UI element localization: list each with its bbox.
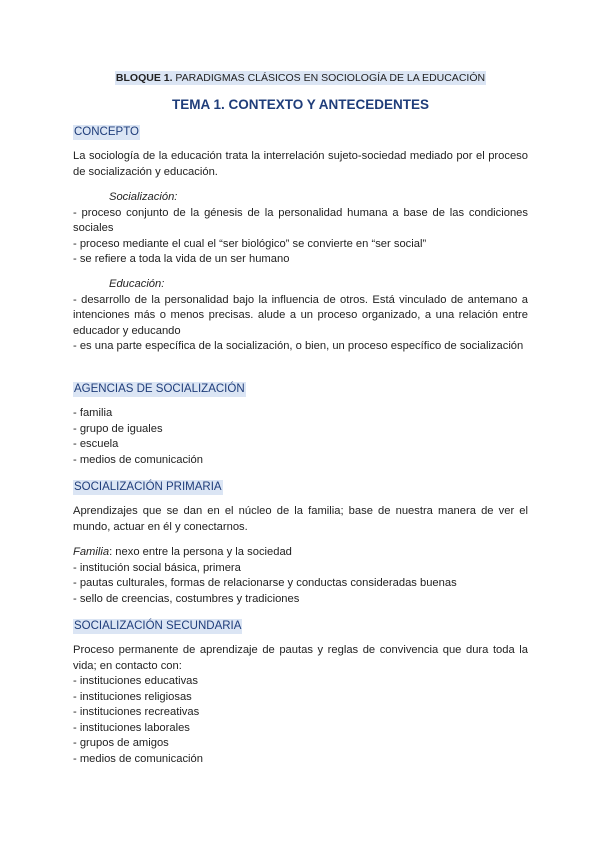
familia-item: - sello de creencias, costumbres y tradiciones (73, 592, 300, 605)
document-page (73, 0, 528, 848)
educacion-block (73, 277, 528, 355)
concepto-intro: La sociología de la educación trata la interrelación sujeto-sociedad mediado por el proceso de socialización y educación. (73, 150, 528, 178)
primaria-intro: Aprendizajes que se dan en el núcleo de la familia; base de nuestra manera de ver el mundo, actuar en él y conectarnos. (73, 505, 528, 533)
socializacion-item: - proceso conjunto de la génesis de la personalidad humana a base de las condiciones sociales (73, 206, 528, 235)
socializacion-label: Socialización: (109, 191, 178, 203)
secundaria-intro: Proceso permanente de aprendizaje de pautas y reglas de convivencia que dura toda la vida; en contacto con: (73, 644, 528, 672)
concepto-heading: CONCEPTO (74, 126, 139, 138)
tema-title: TEMA 1. CONTEXTO Y ANTECEDENTES (171, 97, 430, 112)
educacion-item: - es una parte específica de la socialización, o bien, un proceso específico de socialización (73, 340, 524, 353)
familia-label: Familia (73, 546, 110, 558)
educacion-item: - desarrollo de la personalidad bajo la influencia de otros. Está vinculado de antemano a intenciones más o menos precisas. alude a un proceso organizado, a una relación entre educador y educando (73, 293, 528, 337)
block-title-highlight (115, 71, 486, 85)
block-title-text: PARADIGMAS CLÁSICOS EN SOCIOLOGÍA DE LA EDUCACIÓN (172, 72, 486, 84)
agencia-item: - familia (73, 407, 113, 419)
agencias-heading: AGENCIAS DE SOCIALIZACIÓN (74, 383, 245, 395)
familia-item: - institución social básica, primera (73, 561, 241, 574)
educacion-label: Educación: (109, 278, 165, 290)
socializacion-item: - se refiere a toda la vida de un ser humano (73, 253, 290, 266)
secundaria-item: - instituciones laborales (73, 721, 190, 734)
agencia-item: - escuela (73, 438, 119, 451)
secundaria-item: - medios de comunicación (73, 752, 203, 765)
secundaria-item: - instituciones religiosas (73, 690, 192, 703)
agencia-item: - grupo de iguales (73, 422, 163, 435)
secundaria-item: - instituciones educativas (73, 675, 198, 687)
agencia-item: - medios de comunicación (73, 453, 203, 466)
secundaria-item: - grupos de amigos (73, 737, 169, 750)
block-label: BLOQUE 1. (115, 72, 173, 84)
secundaria-heading: SOCIALIZACIÓN SECUNDARIA (74, 620, 242, 632)
familia-item: - pautas culturales, formas de relacionarse y conductas consideradas buenas (73, 577, 457, 590)
block-title (73, 71, 528, 85)
socializacion-block (73, 190, 528, 268)
familia-block (73, 545, 528, 607)
familia-text: : nexo entre la persona y la sociedad (109, 546, 292, 558)
primaria-heading: SOCIALIZACIÓN PRIMARIA (74, 481, 222, 493)
socializacion-item: - proceso mediante el cual el “ser biológico” se convierte en “ser social” (73, 237, 427, 250)
secundaria-item: - instituciones recreativas (73, 706, 200, 719)
agencias-list (73, 406, 528, 468)
secundaria-list (73, 674, 528, 768)
familia-line (73, 545, 528, 561)
